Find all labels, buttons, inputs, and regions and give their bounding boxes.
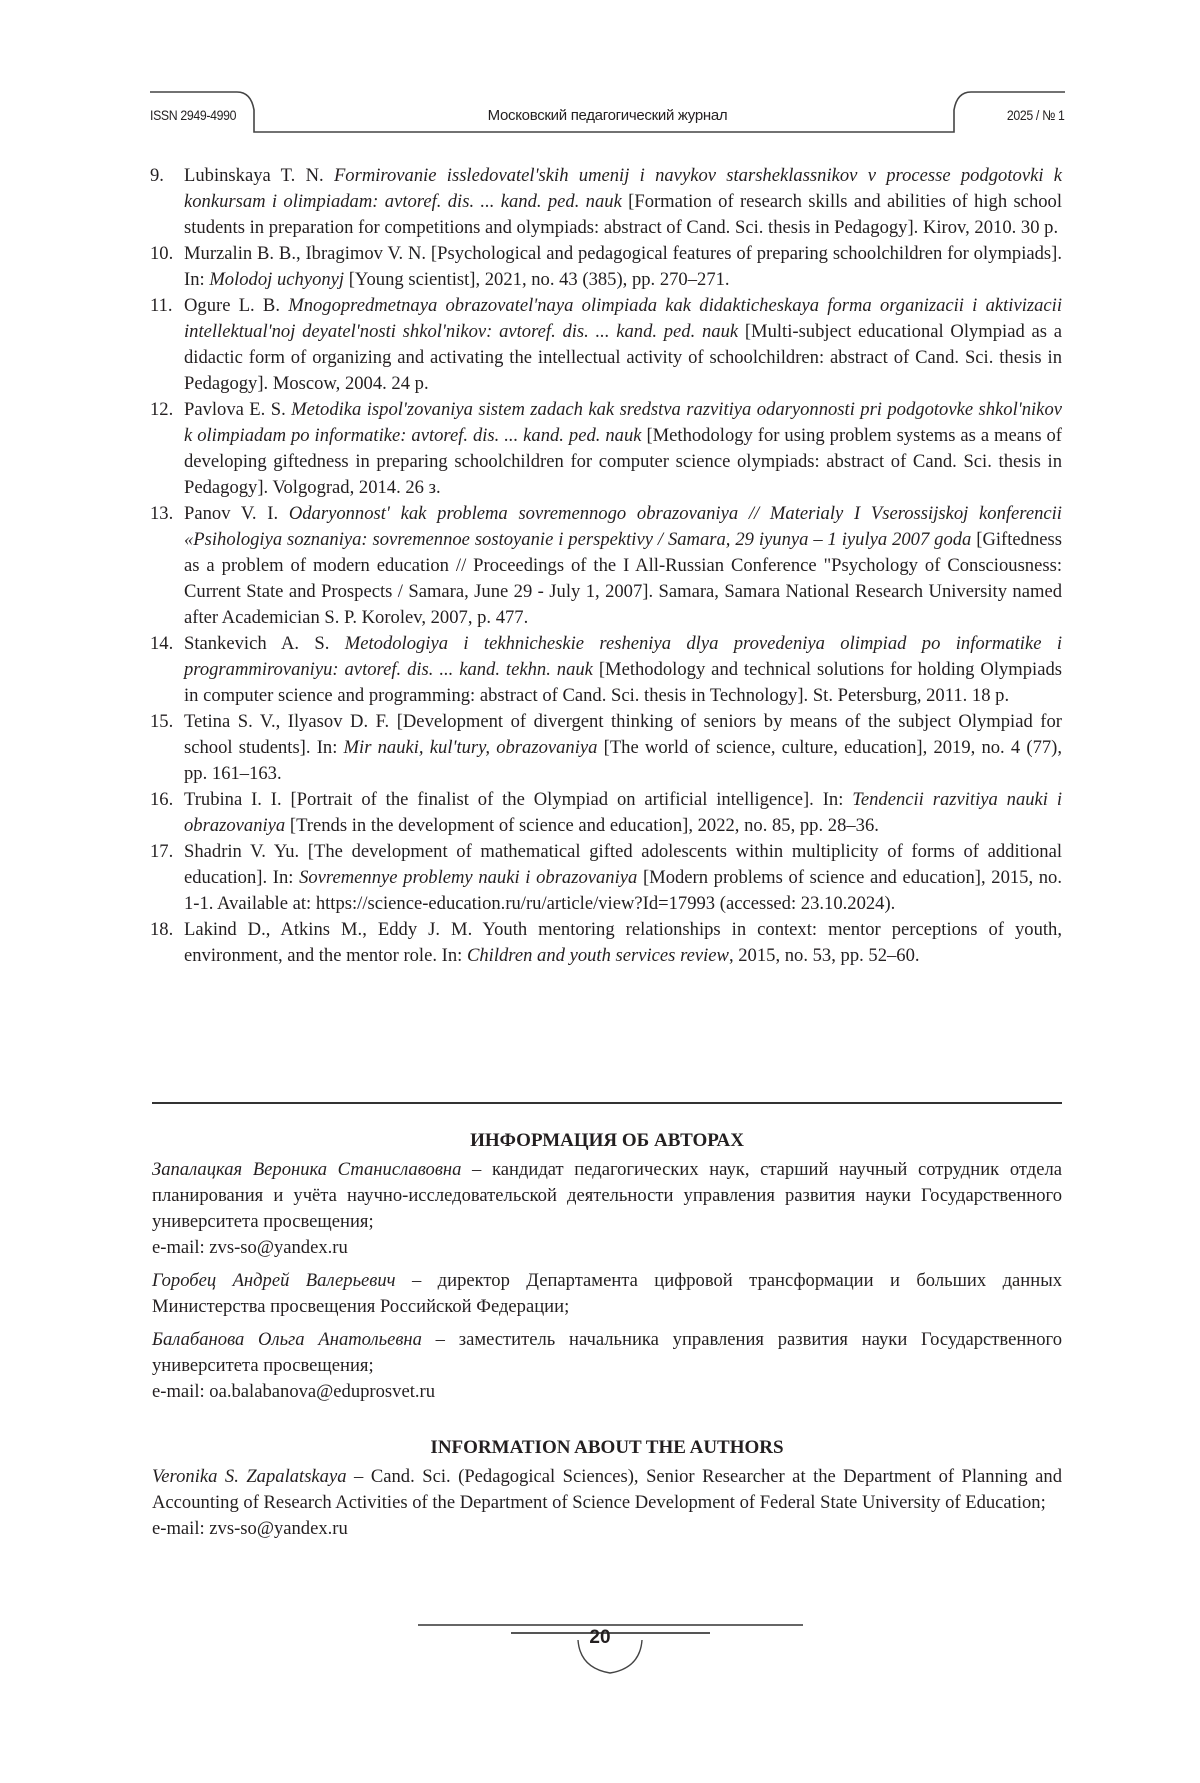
reference-item (152, 241, 1062, 293)
reference-text: [The world of science, culture, education], 2019, no. 4 (77), pp. 161–163. (184, 737, 1062, 784)
author-email: e-mail: oa.balabanova@eduprosvet.ru (152, 1381, 436, 1402)
author-email: e-mail: zvs-so@yandex.ru (152, 1237, 348, 1258)
reference-title-italic: Metodika ispol'zovaniya sistem zadach kak sredstva razvitiya odaryonnosti pri podgotovke shkol'nikov k olimpiadam po informatike: avtoref. dis. ... kand. ped. nauk (184, 399, 1062, 446)
reference-item (152, 163, 1062, 241)
reference-number: 11. (150, 295, 173, 316)
spacer (152, 1320, 1062, 1327)
reference-text: [Young scientist], 2021, no. 43 (385), pp. 270–271. (344, 269, 730, 290)
reference-item (152, 917, 1062, 969)
issue-number: 2025 / № 1 (1007, 107, 1065, 123)
authors-info-en (152, 1464, 1062, 1542)
reference-title-italic: Tendencii razvitiya nauki i obrazovaniya (184, 789, 1063, 836)
author-entry (152, 1157, 1062, 1235)
reference-text: Pavlova E. S. (184, 399, 292, 420)
reference-text: [Giftedness as a problem of modern education // Proceedings of the I All-Russian Conference "Psychology of Consciousness: Current State and Prospects / Samara, June 29 - July 1, 2007]. Samara, Samara National Research University named after Academician S. P. Korolev, 2007, p. 477. (184, 529, 1062, 628)
reference-title-italic: Mir nauki, kul'tury, obrazovaniya (343, 737, 598, 758)
authors-info-title-ru: ИНФОРМАЦИЯ ОБ АВТОРАХ (470, 1130, 744, 1151)
author-description: – заместитель начальника управления развития науки Государственного университета просвещения; (152, 1329, 1062, 1376)
journal-title: Московский педагогический журнал (487, 107, 728, 124)
reference-number: 17. (150, 841, 174, 862)
reference-item (152, 293, 1062, 397)
author-entry (152, 1464, 1062, 1516)
section-divider (152, 1102, 1062, 1104)
reference-text: Murzalin B. B., Ibragimov V. N. [Psychological and pedagogical features of preparing schoolchildren for olympiads]. In: (184, 243, 1062, 290)
reference-text: , 2015, no. 53, pp. 52–60. (728, 945, 920, 966)
reference-number: 10. (150, 243, 174, 264)
page-number: 20 (589, 1627, 611, 1648)
reference-text: Shadrin V. Yu. [The development of mathematical gifted adolescents within multiplicity of forms of additional education]. In: (184, 841, 1062, 888)
reference-text: Panov V. I. (184, 503, 289, 524)
reference-item (152, 501, 1062, 631)
author-entry (152, 1268, 1062, 1320)
reference-number: 14. (150, 633, 174, 654)
reference-title-italic: Molodoj uchyonyj (209, 269, 345, 290)
reference-number: 18. (150, 919, 174, 940)
page-footer (0, 1600, 1200, 1680)
reference-text: Trubina I. I. [Portrait of the finalist of the Olympiad on artificial intelligence]. In: (184, 789, 853, 810)
reference-text: [Trends in the development of science and education], 2022, no. 85, pp. 28–36. (285, 815, 879, 836)
authors-info-title-en: INFORMATION ABOUT THE AUTHORS (430, 1437, 784, 1458)
reference-text: [Methodology for using problem systems as a means of developing giftedness in preparing schoolchildren for computer science olympiads: abstract of Cand. Sci. thesis in Pedagogy]. Volgograd, 2014. 26 з. (184, 425, 1062, 498)
reference-title-italic: Odaryonnost' kak problema sovremennogo obrazovaniya // Materialy I Vserossijskoj konferencii «Psihologiya soznaniya: sovremennoe sostoyanie i perspektivy / Samara, 29 iyunya – 1 iyulya 2007 goda (184, 503, 1062, 550)
running-header (150, 90, 1065, 140)
reference-text: Ogure L. B. (184, 295, 289, 316)
author-description: – директор Департамента цифровой трансформации и больших данных Министерства просвещения Российской Федерации; (152, 1270, 1062, 1317)
reference-item (152, 787, 1062, 839)
author-name: Запалацкая Вероника Станиславовна (152, 1159, 462, 1180)
author-email: e-mail: zvs-so@yandex.ru (152, 1518, 348, 1539)
reference-title-italic: Formirovanie issledovatel'skih umenij i navykov starsheklassnikov v processe podgotovki k konkursam i olimpiadam: avtoref. dis. ... kand. ped. nauk (184, 165, 1063, 212)
reference-item (152, 397, 1062, 501)
reference-item (152, 839, 1062, 917)
author-name: Горобец Андрей Валерьевич (152, 1270, 396, 1291)
reference-text: [Methodology and technical solutions for holding Olympiads in computer science and programming: abstract of Cand. Sci. thesis in Technology]. St. Petersburg, 2011. 18 p. (184, 659, 1062, 706)
reference-number: 13. (150, 503, 174, 524)
reference-text: [Formation of research skills and abilities of high school students in preparation for competitions and olympiads: abstract of Cand. Sci. thesis in Pedagogy]. Kirov, 2010. 30 p. (184, 191, 1062, 238)
reference-text: Stankevich A. S. (184, 633, 345, 654)
reference-number: 15. (150, 711, 174, 732)
reference-number: 12. (150, 399, 174, 420)
spacer (152, 1261, 1062, 1268)
reference-text: [Multi-subject educational Olympiad as a didactic form of organizing and activating the intellectual activity of schoolchildren: abstract of Cand. Sci. thesis in Pedagogy]. Moscow, 2004. 24 p. (184, 321, 1062, 394)
reference-number: 9. (150, 165, 164, 186)
reference-text: [Modern problems of science and education], 2015, no. 1-1. Available at: https://science-education.ru/ru/article/view?Id=17993 (accessed: 23.10.2024). (184, 867, 1062, 914)
reference-text: Lakind D., Atkins M., Eddy J. M. Youth mentoring relationships in context: mentor perceptions of youth, environment, and the mentor role. In: (184, 919, 1062, 966)
reference-title-italic: Metodologiya i tekhnicheskie resheniya dlya provedeniya olimpiad po informatike i programmirovaniyu: avtoref. dis. ... kand. tekhn. nauk (184, 633, 1062, 680)
reference-item (152, 631, 1062, 709)
reference-title-italic: Sovremennye problemy nauki i obrazovaniya (299, 867, 638, 888)
reference-text: Tetina S. V., Ilyasov D. F. [Development of divergent thinking of seniors by means of the subject Olympiad for school students]. In: (184, 711, 1062, 758)
author-description: – кандидат педагогических наук, старший научный сотрудник отдела планирования и учёта научно-исследовательской деятельности управления развития науки Государственного университета просвещения; (152, 1159, 1062, 1232)
reference-list (152, 163, 1062, 969)
reference-number: 16. (150, 789, 174, 810)
reference-title-italic: Children and youth services review (466, 945, 729, 966)
author-name: Veronika S. Zapalatskaya (152, 1466, 347, 1487)
reference-text: Lubinskaya T. N. (184, 165, 334, 186)
author-description: – Cand. Sci. (Pedagogical Sciences), Senior Researcher at the Department of Planning and Accounting of Research Activities of the Department of Science Development of Federal State University of Education; (152, 1466, 1063, 1513)
reference-title-italic: Mnogopredmetnaya obrazovatel'naya olimpiada kak didakticheskaya forma organizacii i aktivizacii intellektual'noj deyatel'nosti shkol'nikov: avtoref. dis. ... kand. ped. nauk (184, 295, 1062, 342)
author-name: Балабанова Ольга Анатольевна (152, 1329, 422, 1350)
author-entry (152, 1327, 1062, 1379)
reference-item (152, 709, 1062, 787)
issn: ISSN 2949-4990 (150, 107, 237, 123)
authors-info-ru (152, 1157, 1062, 1405)
